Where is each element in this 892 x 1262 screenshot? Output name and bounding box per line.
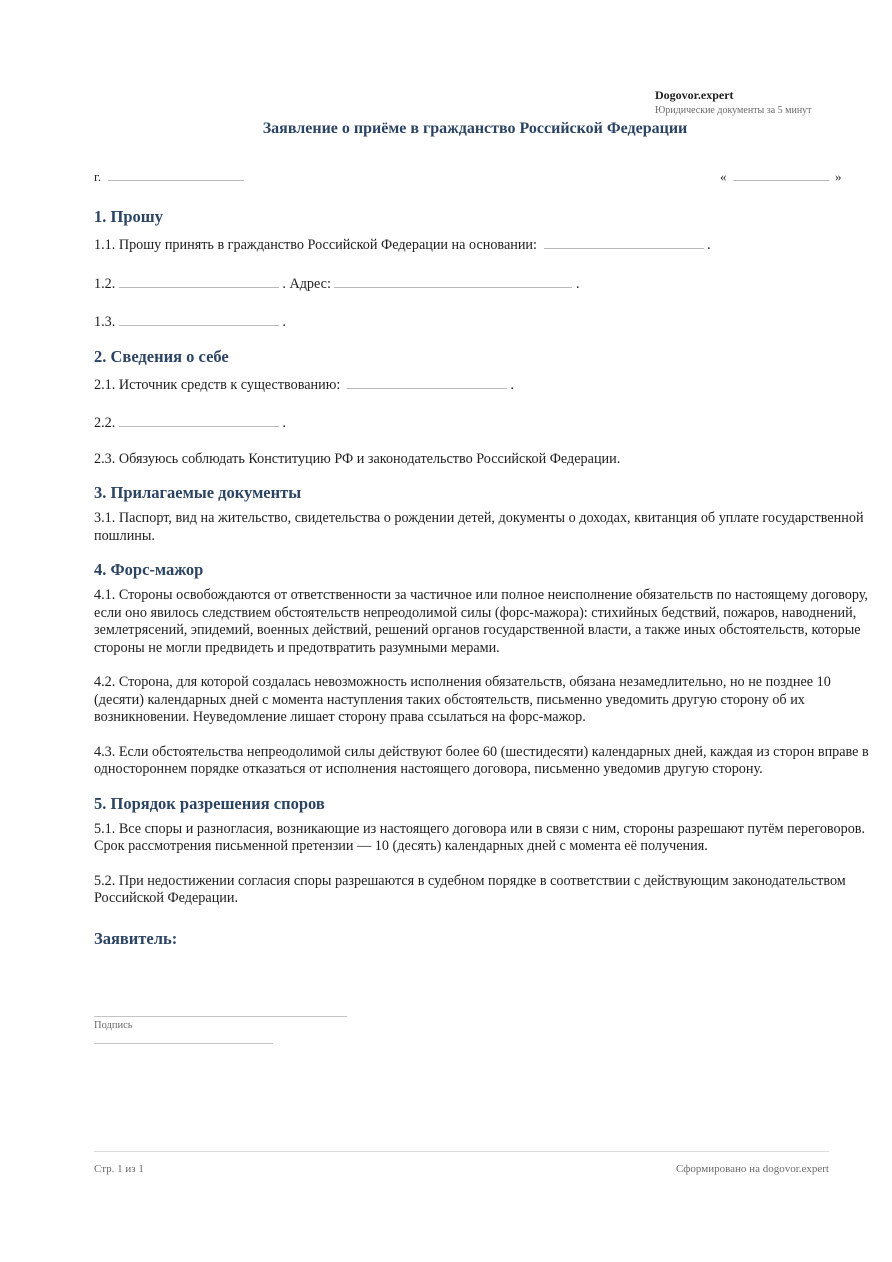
paragraph-1-1-text: 1.1. Прошу принять в гражданство Российской Федерации на основании: [94, 237, 537, 253]
paragraph-2-2 [94, 412, 874, 433]
footer-divider [94, 1151, 829, 1152]
paragraph-2-2-num: 2.2. [94, 415, 116, 431]
date-blank[interactable] [733, 166, 829, 181]
address-label: . Адрес: [282, 275, 331, 292]
city-prefix: г. [94, 169, 102, 184]
signature-label: Подпись [94, 1020, 133, 1031]
city-field [94, 166, 244, 185]
paragraph-2-1-text: 2.1. Источник средств к существованию: [94, 376, 341, 393]
address-blank[interactable] [334, 273, 572, 288]
document-body [94, 206, 874, 950]
section-heading-about: 2. Сведения о себе [94, 346, 229, 366]
signature-line[interactable] [94, 1016, 347, 1017]
page-number: Стр. 1 из 1 [94, 1163, 144, 1175]
paragraph-4-2: 4.2. Сторона, для которой создалась невозможность исполнения обязательств, обязана незамедлительно, но не позднее 10 (десяти) календарных дней с момента наступления таких обстоятельств, письменно уведомить другую сторону об их возникновении. Неуведомление лишает сторону права ссылаться на форс-мажор. [94, 674, 831, 725]
applicant-heading: Заявитель: [94, 928, 178, 948]
paragraph-2-3: 2.3. Обязуюсь соблюдать Конституцию РФ и законодательство Российской Федерации. [94, 450, 621, 467]
paragraph-1-1-dot: . [707, 237, 711, 253]
brand-tagline: Юридические документы за 5 минут [655, 105, 812, 116]
paragraph-2-2-dot: . [282, 415, 286, 431]
item-2-2-blank[interactable] [119, 412, 279, 427]
date-close-quote: » [835, 169, 842, 184]
income-source-blank[interactable] [347, 374, 507, 389]
paragraph-4-3: 4.3. Если обстоятельства непреодолимой силы действуют более 60 (шестидесяти) календарных дней, каждая из сторон вправе в одностороннем порядке отказаться от исполнения настоящего договора, письменно уведомив другую сторону. [94, 743, 869, 777]
paragraph-1-3-num: 1.3. [94, 314, 116, 330]
signature-name-line[interactable] [94, 1043, 273, 1044]
item-1-3-blank[interactable] [119, 311, 279, 326]
paragraph-2-1 [94, 374, 874, 395]
section-heading-request: 1. Прошу [94, 207, 163, 226]
paragraph-1-2-dot: . [576, 275, 580, 292]
date-open-quote: « [720, 169, 727, 184]
section-heading-disputes: 5. Порядок разрешения споров [94, 793, 325, 813]
paragraph-2-1-dot: . [510, 376, 514, 393]
paragraph-1-2 [94, 273, 874, 294]
section-heading-documents: 3. Прилагаемые документы [94, 483, 302, 502]
paragraph-1-2-num: 1.2. [94, 275, 116, 292]
paragraph-5-1: 5.1. Все споры и разногласия, возникающие из настоящего договора или в связи с ним, стороны разрешают путём переговоров. Срок рассмотрения письменной претензии — 10 (десять) календарных дней с момента её получения. [94, 820, 866, 854]
city-blank[interactable] [108, 166, 244, 181]
section-heading-force-majeure: 4. Форс-мажор [94, 560, 204, 579]
paragraph-1-3 [94, 311, 874, 332]
paragraph-5-2: 5.2. При недостижении согласия споры разрешаются в судебном порядке в соответствии с действующим законодательством Российской Федерации. [94, 872, 846, 906]
paragraph-4-1: 4.1. Стороны освобождаются от ответственности за частичное или полное неисполнение обязательств по настоящему договору, если оно явилось следствием обстоятельств непреодолимой силы (форс-мажора): стихийных бедствий, пожаров, наводнений, землетрясений, эпидемий, военных действий, решений органов государственной власти, а также иных обстоятельств, которые стороны не могли предвидеть и предотвратить разумными мерами. [94, 587, 868, 656]
paragraph-1-1 [94, 234, 874, 255]
brand-block [655, 88, 812, 118]
name-blank[interactable] [119, 273, 279, 288]
date-field [720, 166, 842, 185]
paragraph-1-3-dot: . [282, 314, 286, 330]
document-title: Заявление о приёме в гражданство Российской Федерации [262, 120, 688, 137]
brand-name: Dogovor.expert [655, 88, 734, 102]
basis-blank[interactable] [544, 234, 704, 249]
generated-note: Сформировано на dogovor.expert [675, 1163, 829, 1175]
paragraph-3-1: 3.1. Паспорт, вид на жительство, свидетельства о рождении детей, документы о доходах, квитанция об уплате государственной пошлины. [94, 510, 864, 544]
